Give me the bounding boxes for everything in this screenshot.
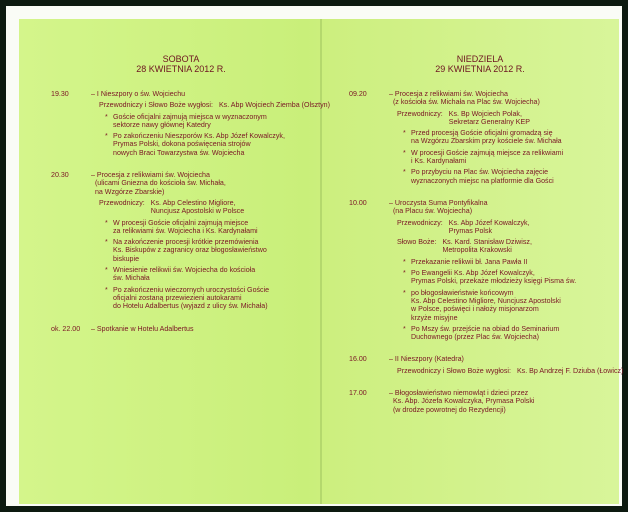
entry-title-line: (z kościoła św. Michała na Plac św. Wojciecha): [389, 98, 540, 107]
entry-title-line: Ks. Abp. Józefa Kowalczyka, Prymasa Polski: [389, 397, 535, 406]
note-line: Po zakończeniu wieczornych uroczystości Goście: [113, 285, 270, 294]
entry-time: 17.00: [349, 389, 367, 398]
note-item: [105, 266, 311, 283]
note-line: Wniesienie relikwii św. Wojciecha do kościoła: [113, 266, 256, 275]
asterisk-icon: *: [403, 257, 406, 266]
note-line: Ks. Biskupów z zagranicy oraz błogosławieństwo: [113, 246, 267, 255]
entry-title-line: – Błogosławieństwo niemowląt i dzieci przez: [389, 389, 529, 398]
entry-time: 09.20: [349, 90, 367, 98]
presider-name: Metropolita Krakowski: [442, 246, 512, 255]
note-item: [403, 168, 611, 185]
note-line: W procesji Goście oficjalni zajmują miejsce: [113, 218, 249, 227]
photo-frame: [6, 6, 622, 506]
entry-title-line: (na Placu św. Wojciecha): [389, 207, 473, 216]
note-line: Na zakończenie procesji krótkie przemówienia: [113, 238, 259, 247]
entry-body: [91, 325, 311, 333]
entry-time: 16.00: [349, 355, 367, 364]
note-item: [105, 286, 311, 311]
schedule-entry: [349, 389, 611, 414]
presider-name: Ks. Bp Andrzej F. Dziuba (Łowicz): [516, 366, 624, 375]
note-item: [105, 238, 311, 263]
note-line: po błogosławieństwie końcowym: [411, 288, 514, 297]
presider-label: Przewodniczy i Słowo Boże wygłosi:: [99, 101, 213, 110]
entry-body: [389, 90, 611, 185]
entry-title-line: – Procesja z relikwiami św. Wojciecha: [91, 171, 210, 180]
entry-title-line: – II Nieszpory (Katedra): [389, 355, 464, 364]
schedule-entry: [51, 90, 330, 157]
sunday-column: [349, 19, 624, 428]
presider-names: [151, 199, 244, 216]
note-item: [403, 258, 611, 266]
note-line: za relikwiami św. Wojciecha i Ks. Kardynałami: [113, 226, 258, 235]
note-line: sektorze nawy głównej Katedry: [113, 120, 211, 129]
note-line: na Wzgórzu Zbarskim przy kościele św. Michała: [411, 137, 562, 146]
presider-label: Słowo Boże:: [397, 238, 437, 247]
presider-names: [449, 110, 530, 127]
entry-time: 19.30: [51, 90, 69, 98]
asterisk-icon: *: [105, 266, 108, 275]
presider-row: [99, 199, 311, 216]
schedule-entry: [51, 171, 311, 310]
note-line: Przekazanie relikwii bł. Jana Pawła II: [411, 257, 528, 266]
presider-row: [397, 219, 611, 236]
presider-label: Przewodniczy:: [99, 198, 145, 207]
day-title: SOBOTA: [162, 54, 200, 64]
note-item: [105, 113, 311, 130]
entry-body: [389, 199, 611, 341]
note-line: Po przybyciu na Plac św. Wojciecha zajęcie: [411, 168, 549, 177]
note-line: Duchownego (przez Plac św. Wojciecha): [411, 333, 540, 342]
asterisk-icon: *: [403, 324, 406, 333]
day-date: 28 KWIETNIA 2012 R.: [136, 64, 226, 74]
note-line: Po Ewangelii Ks. Abp Józef Kowalczyk,: [411, 269, 535, 278]
entry-title-line: – Spotkanie w Hotelu Adalbertus: [91, 324, 194, 333]
presider-row: [397, 238, 611, 255]
presider-label: Przewodniczy i Słowo Boże wygłosi:: [397, 366, 511, 375]
note-line: Ks. Abp Celestino Migliore, Nuncjusz Apostolski: [411, 296, 561, 305]
note-item: [105, 132, 311, 157]
presider-row: [397, 366, 624, 375]
note-item: [403, 149, 611, 166]
asterisk-icon: *: [105, 132, 108, 141]
asterisk-icon: *: [105, 238, 108, 247]
entry-title-line: – Uroczysta Suma Pontyfikalna: [389, 198, 488, 207]
schedule-entry: [349, 90, 611, 185]
entry-title-line: – Procesja z relikwiami św. Wojciecha: [389, 90, 508, 98]
note-line: Po zakończeniu Nieszporów Ks. Abp Józef Kowalczyk,: [113, 132, 285, 141]
note-line: Goście oficjalni zajmują miejsca w wyznaczonym: [113, 112, 267, 121]
day-date: 29 KWIETNIA 2012 R.: [435, 64, 525, 74]
schedule-entries: [51, 90, 330, 333]
entry-time: 20.30: [51, 171, 69, 180]
note-line: Po Mszy św. przejście na obiad do Seminarium: [411, 324, 560, 333]
note-line: w Polsce, poświęci i nałoży misjonarzom: [411, 305, 539, 314]
center-fold: [320, 19, 322, 504]
asterisk-icon: *: [105, 218, 108, 227]
presider-name: Nuncjusz Apostolski w Polsce: [150, 207, 245, 216]
day-title: NIEDZIELA: [456, 54, 504, 64]
entry-body: [91, 171, 311, 310]
presider-names: [219, 101, 330, 109]
schedule-entry: [349, 199, 611, 341]
presider-name: Ks. Abp Wojciech Ziemba (Olsztyn): [218, 101, 330, 110]
schedule-entry: [51, 325, 311, 333]
note-line: do Hotelu Adalbertus (wyjazd z ulicy św. Michała): [113, 302, 268, 311]
note-line: oficjalni zostaną przewiezieni autokarami: [113, 293, 242, 302]
note-line: biskupie: [113, 254, 140, 263]
entry-time: ok. 22.00: [51, 324, 81, 333]
entry-title-line: na Wzgórze Zbarskie): [91, 187, 165, 196]
entry-title-line: – I Nieszpory o św. Wojciechu: [91, 90, 186, 98]
presider-name: Prymas Polsk: [448, 226, 493, 235]
note-line: nowych Braci Towarzystwa św. Wojciecha: [113, 148, 245, 157]
note-line: Prymas Polski, przekaże młodzieży księgi Pisma św.: [411, 277, 577, 286]
schedule-entries: [349, 90, 624, 414]
presider-names: [517, 367, 623, 375]
asterisk-icon: *: [105, 285, 108, 294]
note-item: [403, 269, 611, 286]
schedule-entry: [349, 355, 624, 375]
entry-title-line: (ulicami Gniezna do kościoła św. Michała,: [91, 179, 226, 188]
presider-names: [449, 219, 530, 236]
entry-time: 10.00: [349, 198, 367, 207]
note-line: Przed procesją Goście oficjalni gromadzą się: [411, 129, 553, 138]
entry-body: [91, 90, 330, 157]
entry-body: [389, 355, 624, 375]
presider-name: Ks. Abp Józef Kowalczyk,: [448, 218, 530, 227]
asterisk-icon: *: [403, 288, 406, 297]
note-item: [403, 129, 611, 146]
asterisk-icon: *: [403, 148, 406, 157]
note-line: św. Michała: [113, 274, 150, 283]
presider-name: Ks. Abp Celestino Migliore,: [150, 198, 236, 207]
presider-name: Ks. Kard. Stanisław Dziwisz,: [442, 238, 532, 247]
note-line: krzyże misyjne: [411, 313, 458, 322]
asterisk-icon: *: [403, 269, 406, 278]
note-item: [403, 289, 611, 322]
program-sheet: [19, 19, 624, 504]
entry-title-line: (w drodze powrotnej do Rezydencji): [389, 405, 506, 414]
presider-names: [442, 238, 532, 255]
asterisk-icon: *: [403, 168, 406, 177]
asterisk-icon: *: [403, 129, 406, 138]
presider-name: Ks. Bp Wojciech Polak,: [448, 109, 522, 118]
note-line: W procesji Goście zajmują miejsce za relikwiami: [411, 148, 564, 157]
entry-body: [389, 389, 611, 414]
note-line: wyznaczonych miejsc na platformie dla Gości: [411, 176, 554, 185]
note-line: i Ks. Kardynałami: [411, 157, 467, 166]
asterisk-icon: *: [105, 112, 108, 121]
note-item: [105, 219, 311, 236]
presider-label: Przewodniczy:: [397, 218, 443, 227]
saturday-column: [51, 19, 330, 347]
presider-label: Przewodniczy:: [397, 109, 443, 118]
presider-row: [99, 101, 330, 110]
presider-row: [397, 110, 611, 127]
presider-name: Sekretarz Generalny KEP: [448, 117, 530, 126]
note-line: Prymas Polski, dokona poświęcenia strojów: [113, 140, 251, 149]
note-item: [403, 325, 611, 342]
